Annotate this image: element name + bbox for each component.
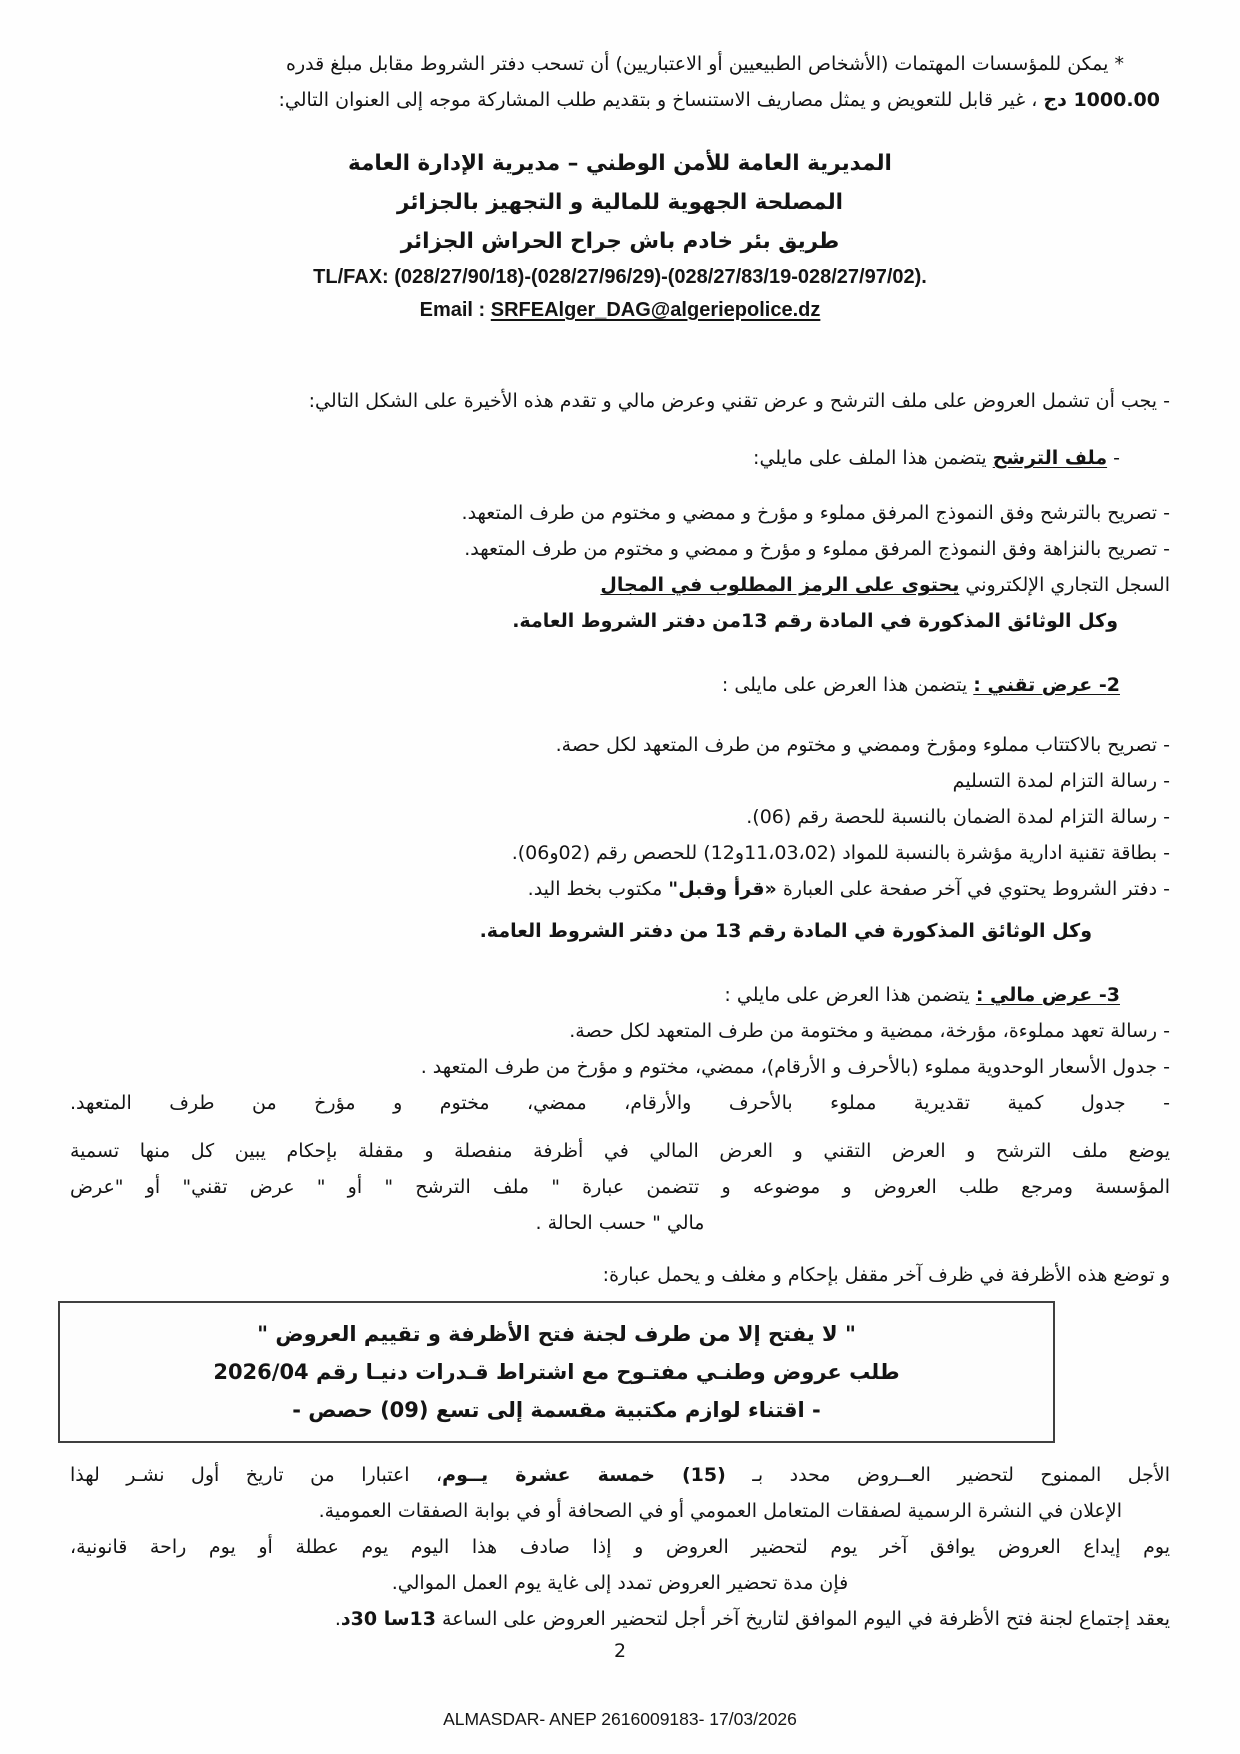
opening-session-line xyxy=(70,1601,1170,1637)
candidacy-footnote: وكل الوثائق المذكورة في المادة رقم 13من دفتر الشروط العامة. xyxy=(512,610,1118,632)
candidacy-file-title: ملف الترشح xyxy=(992,447,1108,469)
read-approved-pre: - دفتر الشروط يحتوي في آخر صفحة على العبارة xyxy=(776,878,1170,900)
financial-item-estimated-quantities: - جدول كمية تقديرية مملوء بالأحرف والأرقام، ممضي، مختوم و مؤرخ من طرف المتعهد. xyxy=(70,1092,1170,1114)
deadline-line1-post: ، اعتبارا من تاريخ أول نشـر لهذا xyxy=(70,1464,443,1486)
deadline-duration: (15) خمسة عشرة يــوم xyxy=(442,1464,726,1486)
deadline-line3: يوم إيداع العروض يوافق آخر يوم لتحضير العروض و إذا صادف هذا اليوم يوم عطلة أو يوم راحة قانونية، xyxy=(70,1536,1170,1558)
technical-offer-heading xyxy=(70,667,1120,703)
notice-tender-reference: طلب عروض وطنـي مفتـوح مع اشتراط قـدرات دنيـا رقم 2026/04 xyxy=(213,1360,900,1384)
read-approved-post: مكتوب بخط اليد. xyxy=(527,878,669,900)
registry-text: السجل التجاري الإلكتروني xyxy=(959,574,1170,596)
withdrawal-note-line2-rest: ، غير قابل للتعويض و يمثل مصاريف الاستنساخ و بتقديم طلب المشاركة موجه إلى العنوان التالي: xyxy=(278,89,1044,111)
opening-session-pre: يعقد إجتماع لجنة فتح الأظرفة في اليوم الموافق لتاريخ آخر أجل لتحضير العروض على الساعة xyxy=(435,1608,1170,1630)
deadline-paragraph xyxy=(70,1457,1170,1637)
candidacy-item-integrity: - تصريح بالنزاهة وفق النموذج المرفق مملوء و مؤرخ و ممضي و مختوم من طرف المتعهد. xyxy=(464,538,1170,560)
candidacy-file-heading xyxy=(70,440,1120,476)
email-address: SRFEAlger_DAG@algeriepolice.dz xyxy=(490,299,821,321)
directorate-name: المديرية العامة للأمن الوطني – مديرية الإدارة العامة xyxy=(348,151,892,176)
envelopes-paragraph xyxy=(70,1133,1170,1241)
envelopes-line1: يوضع ملف الترشح و العرض التقني و العرض المالي في أظرفة منفصلة و مقفلة بإحكام يبين كل منها تسمية xyxy=(70,1140,1170,1162)
offers-composition-note: - يجب أن تشمل العروض على ملف الترشح و عرض تقني وعرض مالي و تقدم هذه الأخيرة على الشكل التالي: xyxy=(308,390,1170,412)
technical-footnote: وكل الوثائق المذكورة في المادة رقم 13 من دفتر الشروط العامة. xyxy=(479,920,1092,942)
read-approved-phrase: «قرأ وقبل" xyxy=(668,878,777,900)
financial-offer-title: 3- عرض مالي : xyxy=(975,984,1120,1006)
deadline-line2: الإعلان في النشرة الرسمية لصفقات المتعامل العمومي أو في الصحافة أو في بوابة الصفقات العمومية. xyxy=(318,1500,1122,1522)
deadline-line1 xyxy=(70,1457,1170,1493)
envelopes-line2: المؤسسة ومرجع طلب العروض و موضوعه و تتضمن عبارة " ملف الترشح " أو " عرض تقني" أو "عرض xyxy=(70,1176,1170,1198)
opening-session-time: 13سا 30د xyxy=(340,1608,436,1630)
registry-code-requirement: يحتوى على الرمز المطلوب في المجال xyxy=(600,574,960,596)
page-number: 2 xyxy=(613,1640,627,1662)
tlfax-line: TL/FAX: (028/27/90/18)-(028/27/96/29)-(028/27/83/19-028/27/97/02). xyxy=(313,266,927,288)
sealed-envelope-notice-box xyxy=(58,1301,1055,1443)
anep-footer: ALMASDAR- ANEP 2616009183- 17/03/2026 xyxy=(443,1709,797,1729)
deadline-line1-pre: الأجل الممنوح لتحضير العــروض محدد بـ xyxy=(725,1464,1170,1486)
notice-do-not-open: " لا يفتح إلا من طرف لجنة فتح الأظرفة و تقييم العروض " xyxy=(257,1322,856,1346)
address-block xyxy=(70,144,1170,327)
financial-item-commitment-letter: - رسالة تعهد مملوءة، مؤرخة، ممضية و مختومة من طرف المتعهد لكل حصة. xyxy=(569,1020,1170,1042)
candidacy-item-registry xyxy=(70,567,1170,603)
withdrawal-note-line1: * يمكن للمؤسسات المهتمات (الأشخاص الطبيعيين أو الاعتباريين) أن تسحب دفتر الشروط مقابل مبلغ قدره xyxy=(286,53,1124,75)
regional-service-name: المصلحة الجهوية للمالية و التجهيز بالجزائر xyxy=(396,190,844,215)
candidacy-item-declaration: - تصريح بالترشح وفق النموذج المرفق مملوء و مؤرخ و ممضي و مختوم من طرف المتعهد. xyxy=(461,502,1170,524)
candidacy-file-heading-rest: يتضمن هذا الملف على مايلي: xyxy=(753,447,993,469)
outer-envelope-note: و توضع هذه الأظرفة في ظرف آخر مقفل بإحكام و مغلف و يحمل عبارة: xyxy=(602,1264,1170,1286)
financial-offer-heading xyxy=(70,977,1120,1013)
notice-tender-object: - اقتناء لوازم مكتبية مقسمة إلى تسع (09) حصص - xyxy=(292,1398,821,1422)
deadline-line4: فإن مدة تحضير العروض تمدد إلى غاية يوم العمل الموالي. xyxy=(391,1572,849,1594)
withdrawal-note xyxy=(70,46,1170,118)
technical-offer-title: 2- عرض تقني : xyxy=(973,674,1120,696)
financial-offer-heading-rest: يتضمن هذا العرض على مايلي : xyxy=(724,984,976,1006)
email-line xyxy=(70,294,1170,327)
technical-item-delivery-commitment: - رسالة التزام لمدة التسليم xyxy=(952,770,1170,792)
financial-item-unit-prices: - جدول الأسعار الوحدوية مملوء (بالأحرف و الأرقام)، ممضي، مختوم و مؤرخ من طرف المتعهد . xyxy=(420,1056,1170,1078)
technical-item-technical-sheet: - بطاقة تقنية ادارية مؤشرة بالنسبة للمواد (11،03،02و12) للحصص رقم (02و06). xyxy=(511,842,1170,864)
opening-session-post: . xyxy=(334,1608,341,1630)
technical-item-read-approved xyxy=(70,871,1170,907)
heading-dash: - xyxy=(1107,447,1120,469)
technical-item-subscription: - تصريح بالاكتتاب مملوء ومؤرخ وممضي و مختوم من طرف المتعهد لكل حصة. xyxy=(555,734,1170,756)
fee-amount: 1000.00 دج xyxy=(1043,89,1160,111)
street-address: طريق بئر خادم باش جراح الحراش الجزائر xyxy=(400,229,840,254)
withdrawal-note-line2 xyxy=(70,82,1160,118)
technical-item-warranty-commitment: - رسالة التزام لمدة الضمان بالنسبة للحصة رقم (06). xyxy=(746,806,1170,828)
envelopes-line3: مالي " حسب الحالة . xyxy=(535,1212,705,1234)
email-label: Email : xyxy=(419,299,491,321)
technical-offer-heading-rest: يتضمن هذا العرض على مايلى : xyxy=(721,674,974,696)
